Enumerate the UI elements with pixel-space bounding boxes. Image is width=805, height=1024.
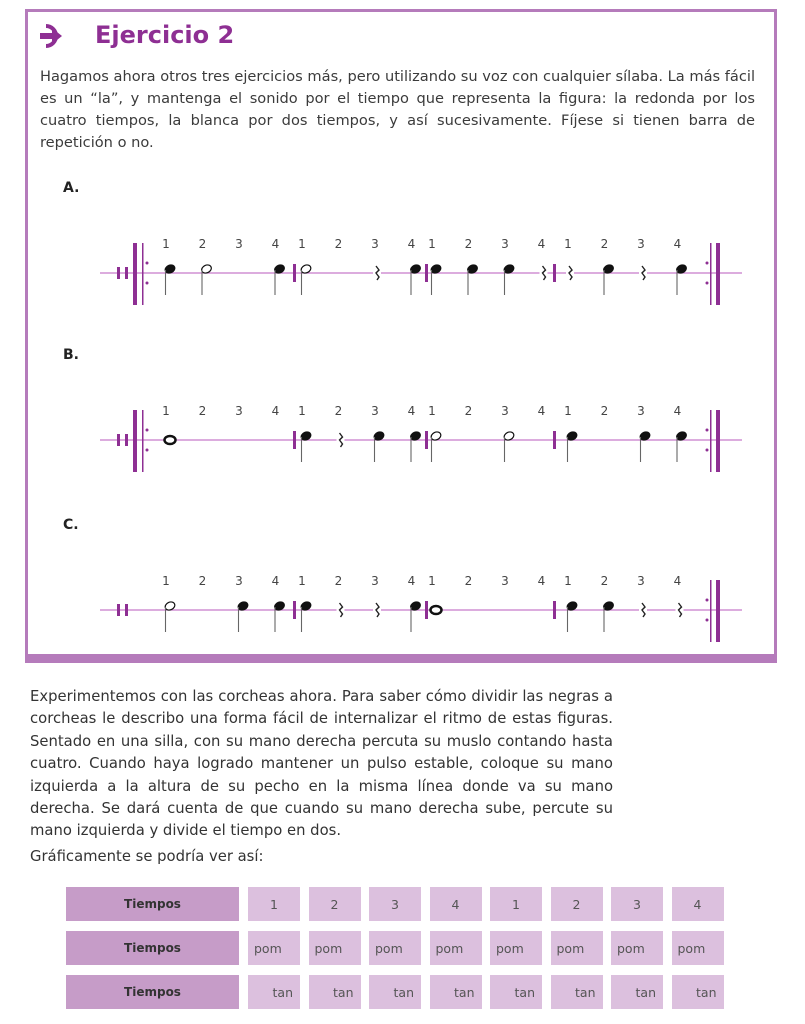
beat-number: 4 <box>271 404 280 418</box>
beat-number: 2 <box>464 574 473 588</box>
bar-line <box>553 601 556 619</box>
beat-number: 2 <box>600 404 609 418</box>
arrow-right-circle-icon <box>38 22 66 50</box>
table-cell: tan <box>490 975 542 1009</box>
beat-number: 4 <box>407 404 416 418</box>
bar-line <box>425 264 428 282</box>
beat-number: 1 <box>298 237 306 251</box>
quarter-note <box>409 600 421 632</box>
quarter-note <box>300 430 312 462</box>
beat-number: 3 <box>637 237 645 251</box>
table-cell: 2 <box>309 887 361 921</box>
start-repeat-thick-bar <box>133 243 137 305</box>
beat-number: 1 <box>428 574 436 588</box>
table-cell: 4 <box>672 887 724 921</box>
bar-line <box>553 431 556 449</box>
beat-number: 2 <box>334 237 343 251</box>
table-cell: pom <box>611 931 663 965</box>
beat-number: 4 <box>407 237 416 251</box>
exercise-title: Ejercicio 2 <box>95 21 235 49</box>
beat-number: 3 <box>235 574 243 588</box>
beat-number: 2 <box>198 404 207 418</box>
bar-line <box>293 431 296 449</box>
repeat-dot <box>146 429 149 432</box>
table-cell: 4 <box>430 887 482 921</box>
time-signature-mark <box>125 434 128 446</box>
repeat-dot <box>706 619 709 622</box>
quarter-note <box>503 263 515 295</box>
time-signature-mark <box>117 434 120 446</box>
beat-number: 4 <box>537 404 546 418</box>
table-cell: tan <box>248 975 300 1009</box>
beat-number: 2 <box>198 237 207 251</box>
quarter-note <box>566 430 578 462</box>
exercise-label-b: B. <box>63 347 79 363</box>
quarter-note <box>273 600 285 632</box>
body-paragraph: Experimentemos con las corcheas ahora. Para saber cómo dividir las negras a corcheas le describo una forma fácil de internalizar el ritmo de estas figuras. Sentado en una silla, con su mano derecha percuta su muslo contando hasta cuatro. Cuando haya logrado mantener un pulso estable, coloque su mano izquierda a la altura de su pecho en la misma línea donde va su mano derecha. Se dará cuenta de que cuando su mano derecha sube, percute su mano izquierda y divide el tiempo en dos. <box>30 688 613 840</box>
table-cell: tan <box>369 975 421 1009</box>
intro-text: Hagamos ahora otros tres ejercicios más, pero utilizando su voz con cualquier sílaba. La más fácil es un “la”, y mantenga el sonido por el tiempo que representa la figura: la redonda por los cuatro tiempos, la blanca por dos tiempos, y así sucesivamente. Fíjese si tienen barra de repetición o no. <box>40 68 755 151</box>
repeat-dot <box>146 262 149 265</box>
time-signature-mark <box>117 604 120 616</box>
start-repeat-thin-bar <box>142 243 144 305</box>
rhythm-staff-a <box>0 228 805 318</box>
beat-number: 4 <box>673 404 682 418</box>
beat-number: 2 <box>334 404 343 418</box>
table-cell: pom <box>369 931 421 965</box>
bar-line <box>293 264 296 282</box>
rhythm-staff-c <box>0 565 805 655</box>
quarter-note <box>675 430 687 462</box>
beat-number: 1 <box>428 237 436 251</box>
quarter-note <box>675 263 687 295</box>
bar-line <box>553 264 556 282</box>
quarter-note <box>602 263 614 295</box>
beat-number: 2 <box>464 404 473 418</box>
half-note <box>503 430 515 462</box>
table-cell: pom <box>490 931 542 965</box>
table-cell: 3 <box>369 887 421 921</box>
exercise-header <box>38 18 66 54</box>
beat-number: 1 <box>162 574 170 588</box>
quarter-note <box>164 263 176 295</box>
time-signature-mark <box>117 267 120 279</box>
beat-number: 2 <box>198 574 207 588</box>
beat-number: 2 <box>600 574 609 588</box>
half-note <box>300 263 312 295</box>
beat-number: 1 <box>162 237 170 251</box>
beat-number: 3 <box>235 404 243 418</box>
beat-number: 4 <box>673 237 682 251</box>
quarter-note <box>409 263 421 295</box>
end-repeat-thin-bar <box>710 410 712 472</box>
start-repeat-thick-bar <box>133 410 137 472</box>
graph-caption: Gráficamente se podría ver así: <box>30 848 264 865</box>
table-cell: tan <box>430 975 482 1009</box>
repeat-dot <box>706 429 709 432</box>
end-repeat-thick-bar <box>716 243 720 305</box>
beat-number: 3 <box>501 574 509 588</box>
quarter-note <box>430 263 442 295</box>
exercise-label-a: A. <box>63 180 80 196</box>
beat-number: 3 <box>371 404 379 418</box>
beat-number: 1 <box>298 574 306 588</box>
row-header: Tiempos <box>66 887 239 921</box>
table-cell: 3 <box>611 887 663 921</box>
beat-number: 4 <box>407 574 416 588</box>
half-note <box>164 600 176 632</box>
beat-number: 3 <box>235 237 243 251</box>
repeat-dot <box>146 449 149 452</box>
beat-number: 1 <box>564 574 572 588</box>
table-cell: 1 <box>490 887 542 921</box>
beat-number: 3 <box>371 574 379 588</box>
row-header: Tiempos <box>66 931 239 965</box>
beat-number: 3 <box>637 404 645 418</box>
end-repeat-thin-bar <box>710 243 712 305</box>
whole-note <box>165 436 176 444</box>
repeat-dot <box>706 599 709 602</box>
table-cell: tan <box>551 975 603 1009</box>
beat-number: 4 <box>537 237 546 251</box>
beat-number: 2 <box>334 574 343 588</box>
beat-number: 3 <box>637 574 645 588</box>
table-cell: tan <box>672 975 724 1009</box>
beat-number: 4 <box>673 574 682 588</box>
quarter-note <box>639 430 651 462</box>
table-cell: tan <box>309 975 361 1009</box>
beat-number: 2 <box>464 237 473 251</box>
bar-line <box>293 601 296 619</box>
end-repeat-thick-bar <box>716 580 720 642</box>
beat-number: 4 <box>271 574 280 588</box>
bar-line <box>425 601 428 619</box>
table-cell: pom <box>551 931 603 965</box>
half-note <box>430 430 442 462</box>
beat-number: 4 <box>271 237 280 251</box>
beat-number: 4 <box>537 574 546 588</box>
time-signature-mark <box>125 267 128 279</box>
quarter-note <box>373 430 385 462</box>
repeat-dot <box>706 449 709 452</box>
beat-number: 1 <box>162 404 170 418</box>
table-cell: tan <box>611 975 663 1009</box>
end-repeat-thick-bar <box>716 410 720 472</box>
quarter-note <box>602 600 614 632</box>
rhythm-staff-b <box>0 395 805 485</box>
beat-number: 1 <box>298 404 306 418</box>
repeat-dot <box>146 282 149 285</box>
start-repeat-thin-bar <box>142 410 144 472</box>
exercise-label-c: C. <box>63 517 79 533</box>
row-header: Tiempos <box>66 975 239 1009</box>
whole-note <box>431 606 442 614</box>
table-cell: pom <box>248 931 300 965</box>
table-cell: 2 <box>551 887 603 921</box>
bar-line <box>425 431 428 449</box>
repeat-dot <box>706 282 709 285</box>
beat-number: 3 <box>371 237 379 251</box>
table-cell: pom <box>309 931 361 965</box>
quarter-note <box>237 600 249 632</box>
beat-number: 2 <box>600 237 609 251</box>
quarter-note <box>566 600 578 632</box>
quarter-note <box>273 263 285 295</box>
table-cell: pom <box>672 931 724 965</box>
beat-number: 1 <box>564 237 572 251</box>
beat-number: 3 <box>501 237 509 251</box>
time-signature-mark <box>125 604 128 616</box>
beat-number: 1 <box>428 404 436 418</box>
quarter-note <box>409 430 421 462</box>
end-repeat-thin-bar <box>710 580 712 642</box>
beat-number: 3 <box>501 404 509 418</box>
quarter-note <box>466 263 478 295</box>
half-note <box>200 263 212 295</box>
beat-number: 1 <box>564 404 572 418</box>
quarter-note <box>300 600 312 632</box>
table-cell: pom <box>430 931 482 965</box>
table-cell: 1 <box>248 887 300 921</box>
repeat-dot <box>706 262 709 265</box>
